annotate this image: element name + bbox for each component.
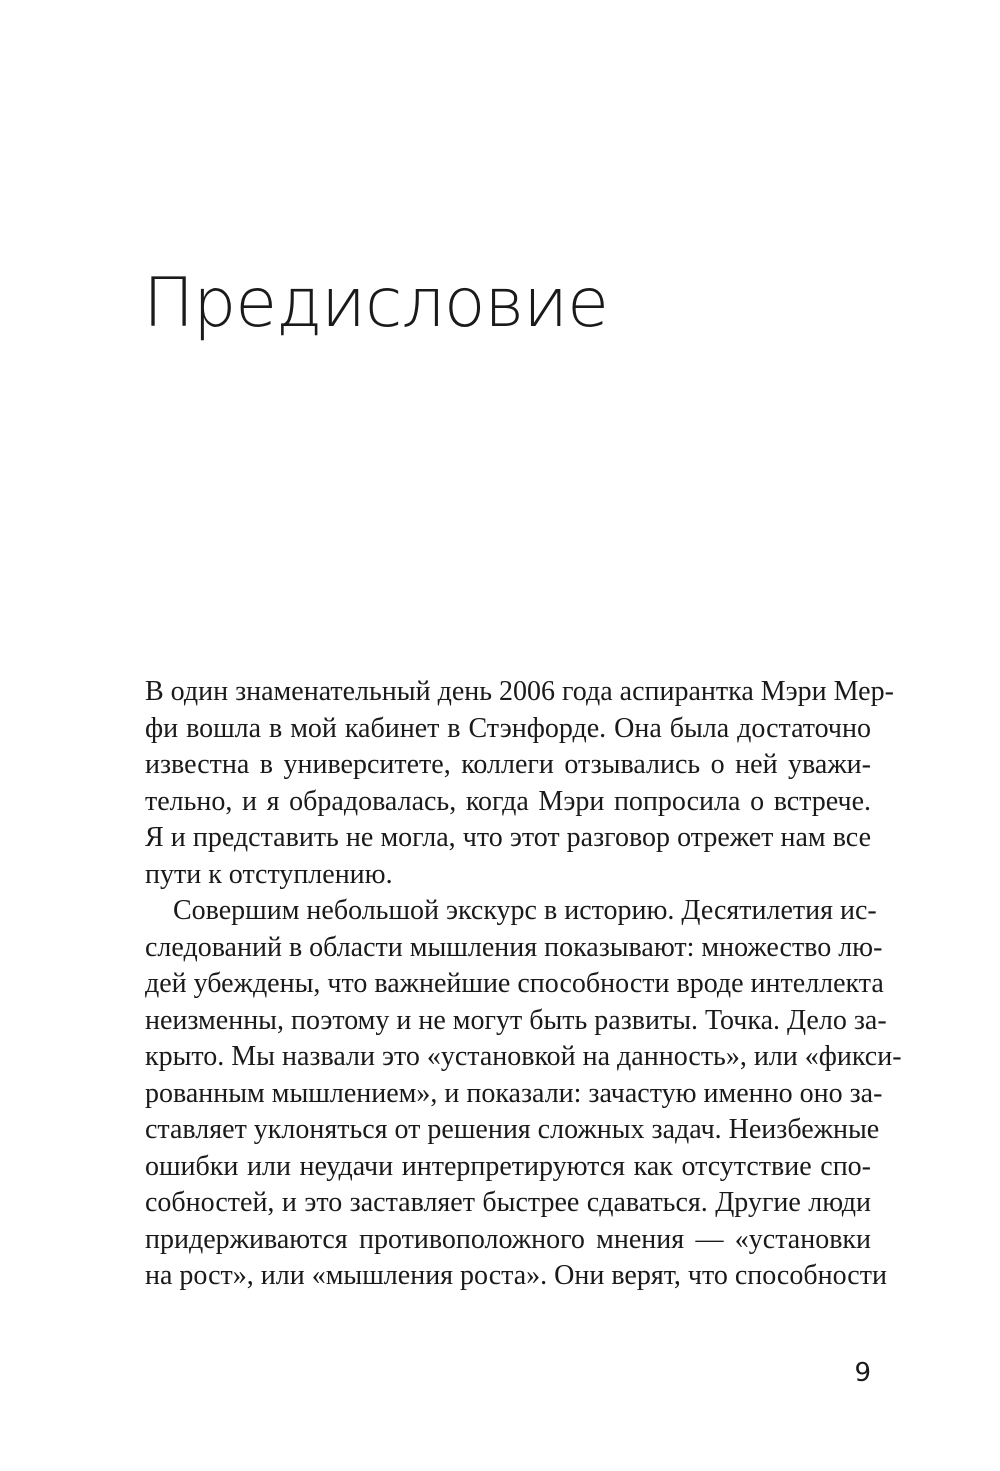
paragraph-line: рованным мышлением», и показали: зачастую именно оно за-	[145, 1077, 883, 1109]
paragraph-line: Я и представить не могла, что этот разговор отрежет нам все	[145, 822, 871, 853]
paragraph-line: следований в области мышления показывают: множество лю-	[145, 931, 883, 963]
paragraph-line: известна в университете, коллеги отзывались о ней уважи-	[145, 749, 871, 780]
paragraph-line: тельно, и я обрадовалась, когда Мэри попросила о встрече.	[145, 785, 871, 817]
page-number: 9	[854, 1358, 871, 1388]
paragraph-line: фи вошла в мой кабинет в Стэнфорде. Она была достаточно	[145, 712, 871, 744]
paragraph-line: придерживаются противоположного мнения — «установки	[145, 1223, 871, 1255]
paragraph-line: дей убеждены, что важнейшие способности вроде интеллекта	[145, 968, 884, 999]
paragraph-line: В один знаменательный день 2006 года аспирантка Мэри Мер-	[145, 676, 894, 707]
paragraph-line: ошибки или неудачи интерпретируются как отсутствие спо-	[145, 1150, 871, 1182]
paragraph-line: Совершим небольшой экскурс в историю. Десятилетия ис-	[173, 895, 877, 926]
paragraph-line: собностей, и это заставляет быстрее сдаваться. Другие люди	[145, 1187, 871, 1218]
paragraph-line: пути к отступлению.	[145, 858, 393, 890]
paragraph-line: на рост», или «мышления роста». Они верят, что способности	[145, 1260, 887, 1291]
paragraph-line: крыто. Мы назвали это «установкой на данность», или «фикси-	[145, 1041, 902, 1072]
paragraph-line: ставляет уклоняться от решения сложных задач. Неизбежные	[145, 1114, 880, 1145]
paragraph-line: неизменны, поэтому и не могут быть развиты. Точка. Дело за-	[145, 1004, 887, 1036]
body-text	[145, 674, 902, 1295]
chapter-title: Предисловие	[143, 264, 608, 343]
